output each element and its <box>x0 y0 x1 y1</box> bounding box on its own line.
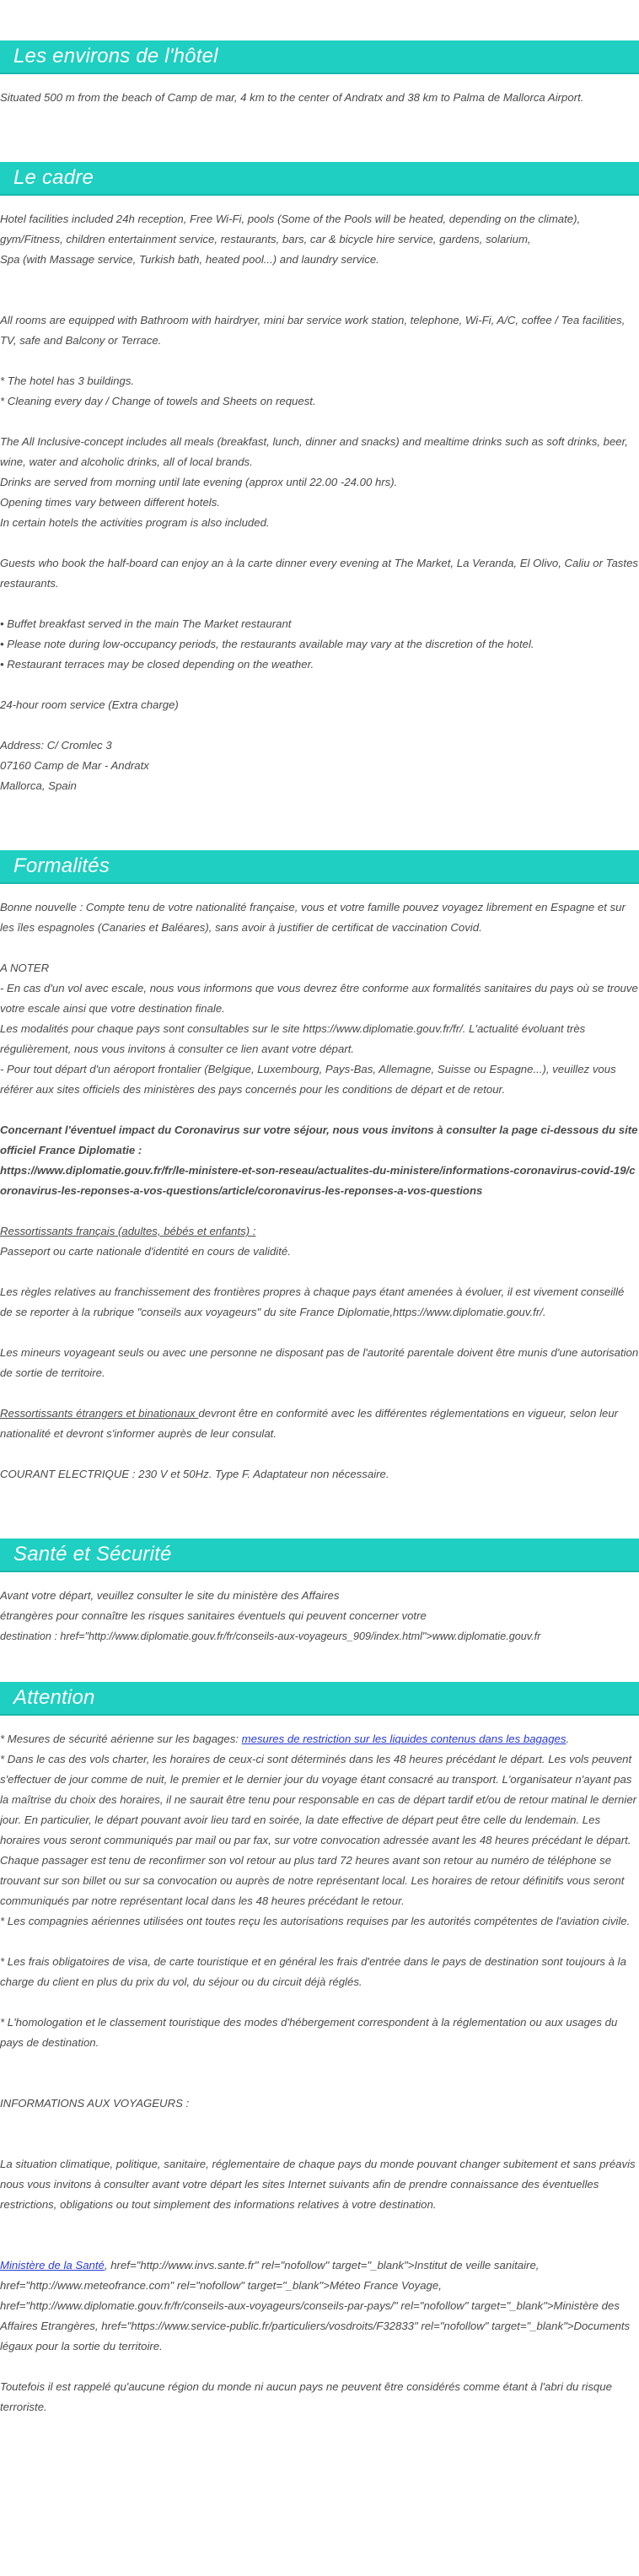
section-title: Attention <box>13 1686 95 1709</box>
paragraph: * L'homologation et le classement touristique des modes d'hébergement correspondent à la réglementation ou aux usages du pays de destination. <box>0 2016 618 2049</box>
paragraph <box>0 1729 639 1749</box>
section-header <box>0 162 639 196</box>
section-body <box>0 1726 639 2417</box>
paragraph: Spa (with Massage service, Turkish bath, heated pool...) and laundry service. <box>0 253 379 266</box>
paragraph-text: . <box>566 1733 570 1745</box>
ministere-sante-link[interactable]: Ministère de la Santé <box>0 2259 105 2272</box>
paragraph: A NOTER <box>0 962 50 974</box>
paragraph: Guests who book the half-board can enjoy an à la carte dinner every evening at The Market, La Veranda, El Olivo, Caliu or Tastes <box>0 557 638 569</box>
paragraph: Situated 500 m from the beach of Camp de mar, 4 km to the center of Andratx and 38 km to Palma de Mallorca Airport. <box>0 91 584 104</box>
bullet: • Restaurant terraces may be closed depending on the weather. <box>0 658 314 671</box>
paragraph: In certain hotels the activities program is also included. <box>0 516 270 529</box>
section-body <box>0 894 639 1485</box>
address-line: Address: C/ Cromlec 3 <box>0 739 112 752</box>
paragraph: - Pour tout départ d'un aéroport frontalier (Belgique, Luxembourg, Pays-Bas, Allemagne, Suisse ou Espagne...), veuillez vous référer aux sites officiels des ministères des pays concernés pour les conditions de départ et de retour. <box>0 1063 616 1096</box>
section-body <box>0 206 639 796</box>
paragraph: 24-hour room service (Extra charge) <box>0 698 179 711</box>
paragraph-text: , href="http://www.invs.sante.fr" rel="nofollow" target="_blank">Institut de veille sanitaire, href="http://www.meteofrance.com" rel="nofollow" target="_blank">Méteo France Voyage, href="http://www.diplomatie.gouv.fr/fr/conseils-aux-voyageurs/conseils-par-pays/" rel="nofollow" target="_blank">Ministère des Affaires Etrangères, href="https://www.service-public.fr/particuliers/vosdroits/F32833" rel="nofollow" target="_blank">Documents légaux pour la sortie du territoire. <box>0 2259 631 2352</box>
section-header <box>0 850 639 884</box>
section-header <box>0 1682 639 1716</box>
subheading: Ressortissants étrangers et binationaux <box>0 1407 199 1420</box>
paragraph: nous vous invitons à consulter avant votre départ les sites Internet suivants afin de prendre connaissance des éventuelles restrictions, obligations ou tout simplement des informations relatives à votre destination. <box>0 2178 599 2211</box>
address-line: 07160 Camp de Mar - Andratx <box>0 759 149 772</box>
section-body <box>0 84 639 108</box>
paragraph: La situation climatique, politique, sanitaire, réglementaire de chaque pays du monde pouvant changer subitement et sans préavis <box>0 2158 636 2170</box>
section-formalites <box>0 850 639 1485</box>
paragraph: Bonne nouvelle : Compte tenu de votre nationalité française, vous et votre famille pouvez voyagez librement en Espagne et sur les îles espagnoles (Canaries et Baléares), sans avoir à justifier de certificat de vaccination Covid. <box>0 901 626 934</box>
paragraph: COURANT ELECTRIQUE : 230 V et 50Hz. Type F. Adaptateur non nécessaire. <box>0 1468 389 1480</box>
paragraph: - En cas d'un vol avec escale, nous vous informons que vous devrez être conforme aux formalités sanitaires du pays où se trouve votre escale ainsi que votre destination finale. <box>0 982 638 1015</box>
bullet: * The hotel has 3 buildings. <box>0 375 135 387</box>
paragraph-text: devront être en conformité avec les différentes réglementations en vigueur, selon leur nationalité et devront s'informer auprès de leur consulat. <box>0 1407 619 1440</box>
paragraph <box>0 1404 639 1444</box>
paragraph: destination : href="http://www.diplomatie.gouv.fr/fr/conseils-aux-voyageurs_909/index.html">www.diplomatie.gouv.fr <box>0 1630 541 1642</box>
paragraph <box>0 2255 639 2357</box>
paragraph: Toutefois il est rappelé qu'aucune région du monde ni aucun pays ne peuvent être considérés comme étant à l'abri du risque terroriste. <box>0 2380 612 2413</box>
section-title: Les environs de l'hôtel <box>13 45 218 67</box>
section-title: Le cadre <box>13 166 94 189</box>
bullet: * Cleaning every day / Change of towels and Sheets on request. <box>0 395 316 407</box>
address-line: Mallorca, Spain <box>0 779 77 792</box>
liquids-restriction-link[interactable]: mesures de restriction sur les liquides contenus dans les bagages <box>241 1733 567 1745</box>
paragraph: * Les compagnies aériennes utilisées ont toutes reçu les autorisations requises par les autorités compétentes de l'aviation civile. <box>0 1915 631 1927</box>
paragraph: Les mineurs voyageant seuls ou avec une personne ne disposant pas de l'autorité parentale doivent être munis d'une autorisation de sortie de territoire. <box>0 1346 639 1379</box>
paragraph: Avant votre départ, veuillez consulter le site du ministère des Affaires <box>0 1589 340 1602</box>
paragraph: Opening times vary between different hotels. <box>0 496 220 509</box>
section-sante <box>0 1539 639 1646</box>
paragraph-bold: Concernant l'éventuel impact du Coronavirus sur votre séjour, nous vous invitons à consulter la page ci-dessous du site officiel France Diplomatie : <box>0 1124 638 1156</box>
paragraph: Hotel facilities included 24h reception, Free Wi-Fi, pools (Some of the Pools will be heated, depending on the climate), gym/Fitness, children entertainment service, restaurants, bars, car & bicycle hire service, gardens, solarium, <box>0 213 581 245</box>
bullet: • Buffet breakfast served in the main The Market restaurant <box>0 617 292 630</box>
paragraph-text: * Mesures de sécurité aérienne sur les bagages: <box>0 1733 242 1745</box>
section-header <box>0 40 639 74</box>
paragraph: Les modalités pour chaque pays sont consultables sur le site https://www.diplomatie.gouv.fr/fr/. L'actualité évoluant très régulièrement, nous vous invitons à consulter ce lien avant votre départ. <box>0 1022 586 1055</box>
section-title: Formalités <box>13 854 110 877</box>
section-environs <box>0 40 639 108</box>
paragraph: Drinks are served from morning until late evening (approx until 22.00 -24.00 hrs). <box>0 476 398 488</box>
subheading: Ressortissants français (adultes, bébés et enfants) : <box>0 1225 256 1237</box>
paragraph: Les règles relatives au franchissement des frontières propres à chaque pays étant amenées à évoluer, il est vivement conseillé de se reporter à la rubrique "conseils aux voyageurs" du site France Diplomatie,https://www.diplomatie.gouv.fr/. <box>0 1285 625 1318</box>
paragraph: * Les frais obligatoires de visa, de carte touristique et en général les frais d'entrée dans le pays de destination sont toujours à la charge du client en plus du prix du vol, du séjour ou du circuit déjà réglés. <box>0 1955 626 1988</box>
section-cadre <box>0 162 639 796</box>
paragraph: restaurants. <box>0 577 59 590</box>
section-body <box>0 1582 639 1646</box>
link-text: https://www.diplomatie.gouv.fr/fr/le-ministere-et-son-reseau/actualites-du-ministere/informations-coronavirus-covid-19/coronavirus-les-reponses-a-vos-questions/article/coronavirus-les-reponses-a-vos-questions <box>0 1164 636 1197</box>
section-header <box>0 1539 639 1572</box>
paragraph: The All Inclusive-concept includes all meals (breakfast, lunch, dinner and snacks) and mealtime drinks such as soft drinks, beer, wine, water and alcoholic drinks, all of local brands. <box>0 435 628 468</box>
section-attention <box>0 1682 639 2417</box>
paragraph: étrangères pour connaître les risques sanitaires éventuels qui peuvent concerner votre <box>0 1609 427 1622</box>
paragraph: Passeport ou carte nationale d'identité en cours de validité. <box>0 1245 291 1258</box>
bullet: • Please note during low-occupancy periods, the restaurants available may vary at the discretion of the hotel. <box>0 638 534 650</box>
subheading: INFORMATIONS AUX VOYAGEURS : <box>0 2097 190 2110</box>
paragraph: * Dans le cas des vols charter, les horaires de ceux-ci sont déterminés dans les 48 heures précédant le départ. Les vols peuvent s'effectuer de jour comme de nuit, le premier et le dernier jour du voyage étant consacré au transport. L'organisateur n'ayant pas la maîtrise du choix des horaires, il ne saurait être tenu pour responsable en cas de départ tardif et/ou de retour matinal le dernier jour. En particulier, le départ pouvant avoir lieu tard en soirée, la date effective de départ peut être celle du lendemain. Les horaires vous seront communiqués par mail ou par fax, sur votre convocation adressée avant les 48 heures précédant le départ. Chaque passager est tenu de reconfirmer son vol retour au plus tard 72 heures avant son retour au numéro de téléphone se trouvant sur son billet ou sur sa convocation ou auprès de notre représentant local. Les horaires de retour définitifs vous seront communiqués par notre représentant local dans les 48 heures précédant le retour. <box>0 1753 637 1907</box>
section-title: Santé et Sécurité <box>13 1543 172 1566</box>
paragraph: All rooms are equipped with Bathroom with hairdryer, mini bar service work station, telephone, Wi-Fi, A/C, coffee / Tea facilities, TV, safe and Balcony or Terrace. <box>0 314 626 347</box>
